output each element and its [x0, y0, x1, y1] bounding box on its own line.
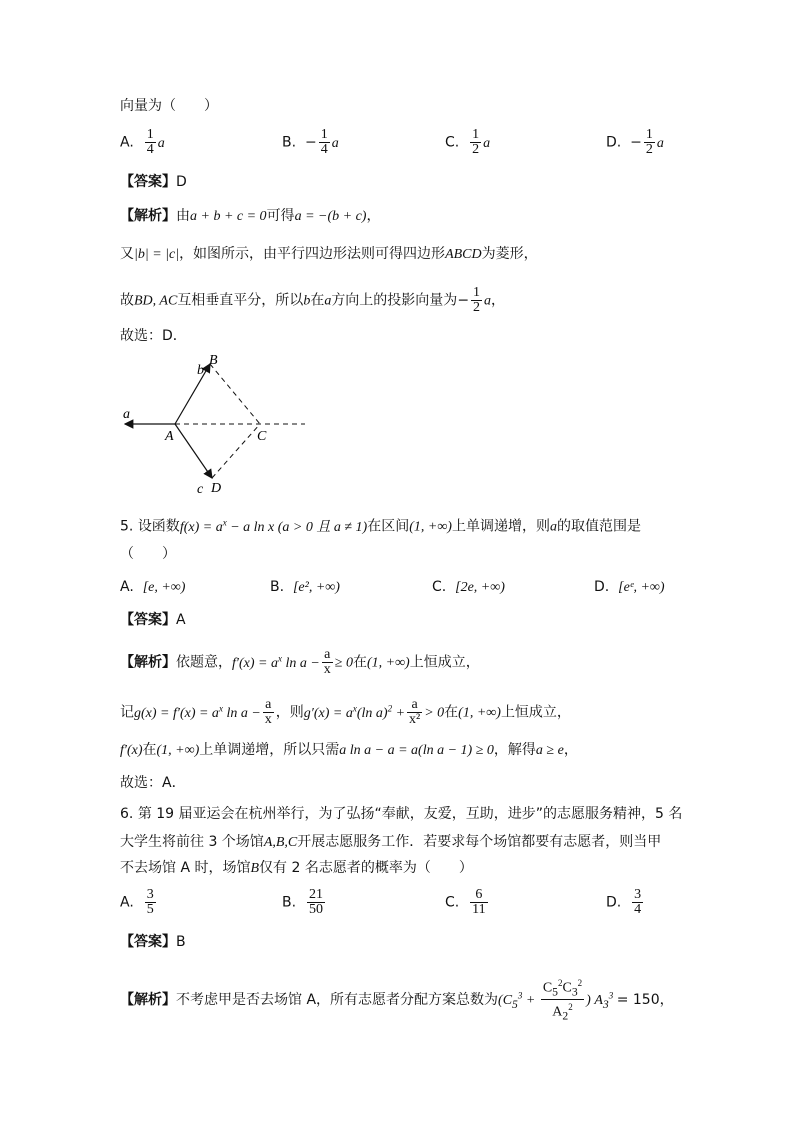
label-vec-c: c — [197, 482, 204, 497]
q5-stem-line-2: （ ） — [120, 546, 176, 562]
q6-stem-line-3: 不去场馆 A 时，场馆B仅有 2 名志愿者的概率为（ ） — [120, 860, 473, 876]
vector-c-arrow — [175, 424, 212, 478]
q4-analysis-line-1: 【解析】由a + b + c = 0可得a = −(b + c)， — [120, 208, 381, 224]
q6-stem-line-1: 6. 第 19 届亚运会在杭州举行，为了弘扬“奉献，友爱，互助，进步”的志愿服务精神，5 名 — [120, 806, 683, 822]
label-vec-a: a — [123, 407, 130, 422]
q5-analysis-line-1: 【解析】依题意，$f'(x) = a^x$ ln a − $\frac{a}{x}$ ≥ 0在(1, +∞)上恒成立， — [120, 647, 480, 678]
q4-option-a: A. $\frac{1}{4}$ a — [120, 127, 165, 157]
q5-stem-line-1: 5. 设函数$f(x) = a^x - a$ ln x (a > 0 且 a ≠ 1)在区间(1, +∞)上单调递增，则a的取值范围是 — [120, 517, 641, 535]
q6-option-d: D. $\frac{3}{4}$ — [606, 887, 642, 917]
label-vec-b: b — [197, 363, 204, 378]
q5-analysis-line-3: f′(x)在(1, +∞)上单调递增，所以只需a ln a − a = a(ln a − 1) ≥ 0，解得a ≥ e， — [120, 742, 578, 758]
q6-option-a: A. $\frac{3}{5}$ — [120, 887, 154, 917]
q6-option-c: C. $\frac{6}{11}$ — [445, 887, 486, 917]
q5-analysis-line-2: 记$g(x) = f'(x) = a^x$ ln a − $\frac{a}{x}$ ，则$g'(x) = a^x(\ln$ a)$^2$ + $\frac{a}{\text{x²}}$ > 0在(1, +∞)上恒成立， — [120, 697, 571, 728]
q5-option-b: B. [e², +∞) — [270, 579, 340, 595]
rhombus-vector-diagram — [115, 350, 315, 500]
label-point-c: C — [257, 429, 267, 444]
label-point-d: D — [211, 481, 222, 496]
q5-answer: 【答案】A — [120, 612, 186, 628]
q4-answer: 【答案】D — [120, 174, 187, 190]
vector-b-arrow — [175, 364, 210, 424]
q4-analysis-line-2: 又|b| = |c|，如图所示，由平行四边形法则可得四边形ABCD为菱形， — [120, 246, 538, 262]
label-point-a: A — [165, 429, 174, 444]
q5-option-d: D. [eᵉ, +∞) — [594, 579, 665, 595]
q4-option-b: B. − $\frac{1}{4}$ a — [282, 127, 339, 157]
q4-option-c: C. $\frac{1}{2}$ a — [445, 127, 491, 157]
q5-conclusion: 故选：A． — [120, 775, 186, 791]
q4-analysis-line-3: 故BD, AC互相垂直平分，所以b在a方向上的投影向量为− $\frac{1}{2}$ a， — [120, 285, 506, 315]
q6-analysis-line-1: 【解析】不考虑甲是否去场馆 A，所有志愿者分配方案总数为($C_5^3$ + $\frac{C_5^2C_3^2}{A_2^2}$ ) $A_3^3 = 150$， — [120, 978, 674, 1023]
label-point-b: B — [209, 353, 218, 368]
q4-conclusion: 故选：D． — [120, 328, 187, 344]
q6-stem-line-2: 大学生将前往 3 个场馆A,B,C开展志愿服务工作．若要求每个场馆都要有志愿者，则当甲 — [120, 834, 662, 850]
q4-stem-tail: 向量为（ ） — [120, 98, 218, 114]
side-dc — [212, 424, 260, 478]
q5-option-c: C. [2e, +∞) — [432, 579, 505, 595]
side-bc — [210, 364, 260, 424]
q4-option-d: D. − $\frac{1}{2}$ a — [606, 127, 664, 157]
q6-option-b: B. $\frac{21}{50}$ — [282, 887, 323, 917]
q5-option-a: A. [e, +∞) — [120, 579, 186, 595]
q6-answer: 【答案】B — [120, 934, 186, 950]
